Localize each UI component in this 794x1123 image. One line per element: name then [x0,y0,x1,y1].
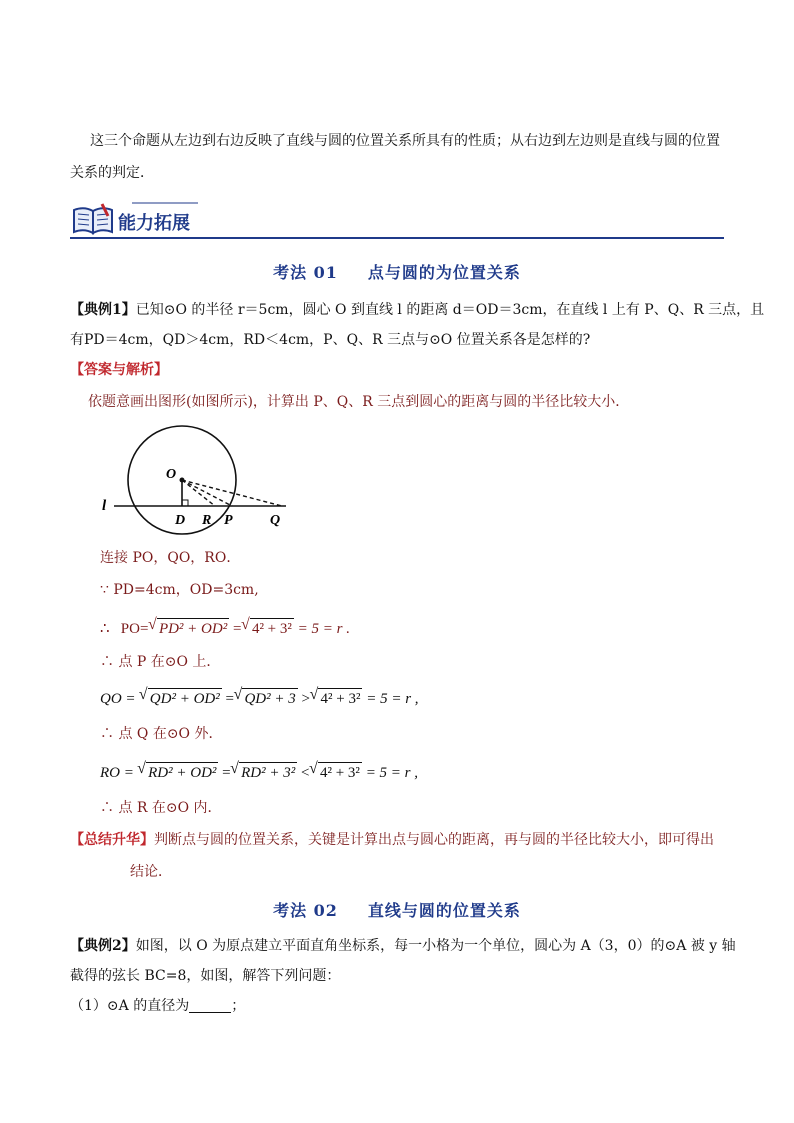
summary-line-1: 【总结升华】判断点与圆的位置关系，关键是计算出点与圆心的距离，再与圆的半径比较大小，即可得出 [70,832,714,848]
summary-line-2: 结论． [130,864,172,880]
example-1-line-1: 【典例1】已知⊙O 的半径 r＝5cm，圆心 O 到直线 l 的距离 d＝OD＝3cm，在直线 l 上有 P、Q、R 三点，且 [70,302,765,318]
ro-equation: RO = √ RD² + OD² = √ RD² + 3² < √ 4² + 3² = 5 = r , [100,762,418,783]
because-line: ∵ PD=4cm，OD=3cm, [100,582,259,598]
section-1-heading [0,260,794,283]
section-1-title: 点与圆的为位置关系 [367,263,521,282]
section-2-title: 直线与圆的位置关系 [367,901,521,920]
banner-title: 能力拓展 [118,213,190,234]
open-book-icon [72,202,116,236]
summary-label: 【总结升华】 [70,832,154,848]
question-1: （1）⊙A 的直径为 ； [70,998,246,1014]
connect-line: 连接 PO，QO，RO． [100,550,241,566]
conclusion-p: ∴ 点 P 在⊙O 上． [100,654,221,670]
label-p: P [224,513,233,528]
answer-blank[interactable] [189,998,231,1013]
example-1-label: 【典例1】 [70,302,136,318]
answer-label: 【答案与解析】 [70,362,168,378]
example-2-line-1: 【典例2】如图，以 O 为原点建立平面直角坐标系，每一小格为一个单位，圆心为 A（3，0）的⊙A 被 y 轴 [70,938,736,954]
intro-line-2: 关系的判定． [70,165,154,181]
circle-figure [100,418,300,538]
label-q: Q [270,513,281,528]
label-d: D [175,513,186,528]
intro-line-1: 这三个命题从左边到右边反映了直线与圆的位置关系所具有的性质；从右边到左边则是直线与圆的位置 [90,133,720,149]
label-l: l [102,498,107,514]
section-1-number: 考法 01 [273,263,338,282]
po-equation: ∴ PO= √ PD² + OD² = √ 4² + 3² = 5 = r . [100,618,350,639]
ability-banner [70,196,724,242]
label-o: O [166,467,177,482]
label-r: R [202,513,212,528]
conclusion-r: ∴ 点 R 在⊙O 内． [100,800,222,816]
qo-equation: QO = √ QD² + OD² = √ QD² + 3 > √ 4² + 3² = 5 = r , [100,688,419,709]
section-2-heading [0,898,794,921]
example-1-line-2: 有PD＝4cm，QD＞4cm，RD＜4cm，P、Q、R 三点与⊙O 位置关系各是怎样的? [70,332,591,348]
section-2-number: 考法 02 [273,901,338,920]
example-2-label: 【典例2】 [70,938,136,954]
example-2-line-2: 截得的弦长 BC=8，如图，解答下列问题： [70,968,341,984]
analysis-text: 依题意画出图形(如图所示)，计算出 P、Q、R 三点到圆心的距离与圆的半径比较大小． [88,394,630,410]
conclusion-q: ∴ 点 Q 在⊙O 外． [100,726,223,742]
